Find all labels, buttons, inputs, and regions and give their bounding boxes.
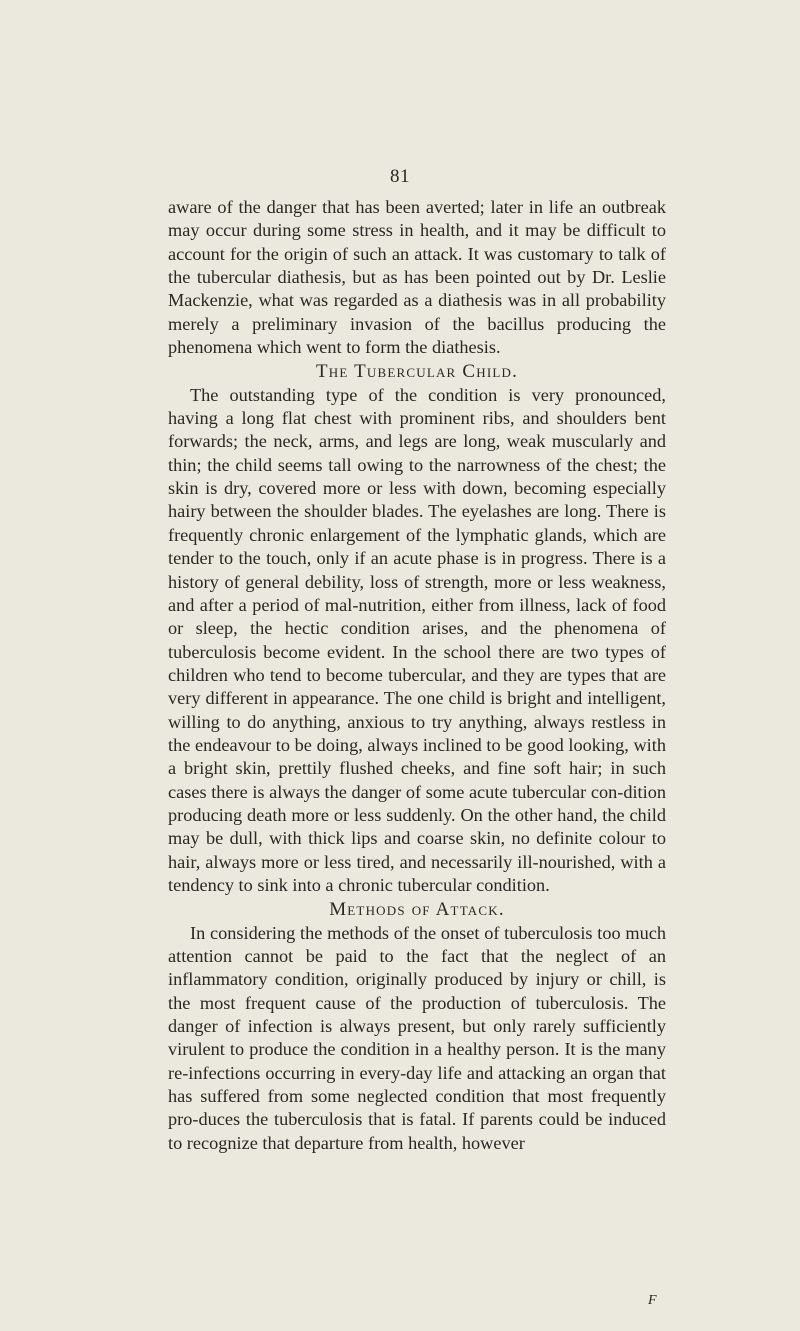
intro-paragraph: aware of the danger that has been averted; later in life an outbreak may occur during some stress in health, and it may be difficult to account for the origin of such an attack. It was customary to talk of the tubercular diathesis, but as has been pointed out by Dr. Leslie Mackenzie, what was regarded as a diathesis was in all probability merely a preliminary invasion of the bacillus producing the phenomena which went to form the diathesis. xyxy=(168,197,666,358)
methods-of-attack-paragraph: In considering the methods of the onset of tuberculosis too much attention cannot be paid to the fact that the neglect of an inflammatory condition, originally produced by injury or chill, is the most frequent cause of the production of tuberculosis. The danger of infection is always present, but only rarely sufficiently virulent to produce the condition in a healthy person. It is the many re-infections occurring in every-day life and attacking an organ that has suffered from some neglected condition that most frequently pro-duces the tuberculosis that is fatal. If parents could be induced to recognize that departure from health, however xyxy=(168,922,666,1153)
section-heading-tubercular-child: The Tubercular Child. xyxy=(315,361,519,383)
page-number: 81 xyxy=(390,166,410,187)
body-text xyxy=(168,196,666,1155)
signature-mark: F xyxy=(648,1293,657,1308)
tubercular-child-paragraph: The outstanding type of the condition is very pronounced, having a long flat chest with prominent ribs, and shoulders bent forwards; the neck, arms, and legs are long, weak muscularly and thin; the child seems tall owing to the narrowness of the chest; the skin is dry, covered more or less with down, becoming especially hairy between the shoulder blades. The eyelashes are long. There is frequently chronic enlargement of the lymphatic glands, which are tender to the touch, only if an acute phase is in progress. There is a history of general debility, loss of strength, more or less weakness, and after a period of mal-nutrition, either from illness, lack of food or sleep, the hectic condition arises, and the phenomena of tuberculosis become evident. In the school there are two types of children who tend to become tubercular, and they are types that are very different in appearance. The one child is bright and intelligent, willing to do anything, anxious to try anything, always restless in the endeavour to be doing, always inclined to be good looking, with a bright skin, prettily flushed cheeks, and fine soft hair; in such cases there is always the danger of some acute tubercular con-dition producing death more or less suddenly. On the other hand, the child may be dull, with thick lips and coarse skin, no definite colour to hair, always more or less tired, and necessarily ill-nourished, with a tendency to sink into a chronic tubercular condition. xyxy=(168,384,666,895)
section-heading-methods-of-attack: Methods of Attack. xyxy=(329,899,505,921)
